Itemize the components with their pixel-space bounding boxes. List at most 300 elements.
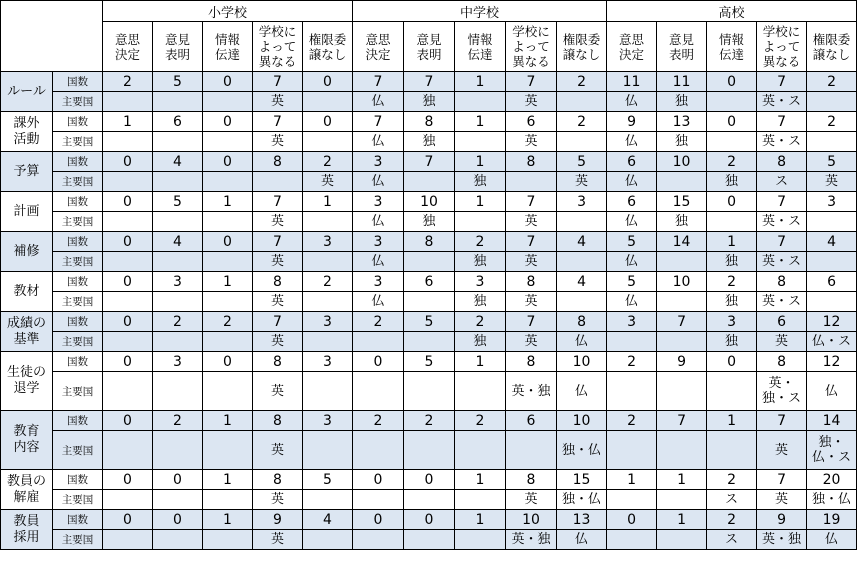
count-cell: 7 (253, 72, 303, 92)
count-cell: 14 (807, 411, 857, 431)
countries-cell: 英 (506, 212, 557, 232)
countries-cell: 英 (253, 530, 303, 550)
row-type-countries: 主要国 (53, 530, 103, 550)
countries-cell (103, 372, 153, 411)
count-row (1, 152, 857, 172)
countries-cell: 仏 (353, 132, 404, 152)
countries-row (1, 172, 857, 192)
row-type-countries: 主要国 (53, 252, 103, 272)
count-cell: 4 (153, 232, 203, 252)
count-cell: 7 (253, 312, 303, 332)
count-cell: 0 (404, 510, 455, 530)
row-type-count: 国数 (53, 72, 103, 92)
school-level-header-row (1, 1, 857, 22)
countries-cell (153, 490, 203, 510)
countries-cell (607, 431, 657, 470)
countries-cell: 英 (506, 292, 557, 312)
count-cell: 8 (757, 272, 807, 292)
count-cell: 4 (557, 272, 607, 292)
count-cell: 0 (707, 192, 757, 212)
count-cell: 5 (607, 232, 657, 252)
countries-cell (103, 431, 153, 470)
column-header-14: 権限委 譲なし (807, 22, 857, 72)
count-cell: 8 (404, 232, 455, 252)
count-cell: 3 (303, 232, 353, 252)
countries-cell: 独 (404, 212, 455, 232)
count-cell: 0 (203, 112, 253, 132)
countries-cell: 英 (253, 292, 303, 312)
count-cell: 5 (557, 152, 607, 172)
count-cell: 0 (103, 152, 153, 172)
count-cell: 3 (557, 192, 607, 212)
count-cell: 0 (353, 470, 404, 490)
count-cell: 0 (707, 352, 757, 372)
count-cell: 20 (807, 470, 857, 490)
countries-cell: 英・ス (757, 212, 807, 232)
countries-cell (807, 92, 857, 112)
countries-cell: 英・独 (506, 530, 557, 550)
countries-cell (103, 92, 153, 112)
count-cell: 1 (707, 411, 757, 431)
countries-cell: 仏 (353, 172, 404, 192)
count-cell: 2 (203, 312, 253, 332)
count-cell: 7 (506, 312, 557, 332)
count-cell: 1 (455, 72, 506, 92)
countries-cell: 独 (657, 92, 707, 112)
countries-cell (404, 252, 455, 272)
count-cell: 2 (455, 232, 506, 252)
count-cell: 4 (303, 510, 353, 530)
column-header-6: 意見 表明 (404, 22, 455, 72)
countries-cell (404, 332, 455, 352)
countries-cell: 仏 (807, 372, 857, 411)
count-row (1, 192, 857, 212)
countries-cell (353, 372, 404, 411)
countries-cell: 独・仏 (557, 431, 607, 470)
countries-cell (404, 490, 455, 510)
count-cell: 8 (253, 352, 303, 372)
countries-cell (557, 212, 607, 232)
count-cell: 1 (657, 470, 707, 490)
countries-cell (404, 172, 455, 192)
count-cell: 7 (506, 232, 557, 252)
countries-cell: 英 (506, 132, 557, 152)
countries-cell (807, 252, 857, 272)
count-cell: 7 (657, 312, 707, 332)
count-cell: 0 (103, 470, 153, 490)
countries-cell: 仏 (607, 172, 657, 192)
count-cell: 13 (557, 510, 607, 530)
corner-cell (1, 1, 103, 72)
count-cell: 1 (103, 112, 153, 132)
countries-cell: 仏 (557, 332, 607, 352)
count-cell: 0 (707, 72, 757, 92)
count-cell: 7 (506, 72, 557, 92)
count-cell: 0 (103, 411, 153, 431)
count-cell: 2 (807, 72, 857, 92)
countries-cell: 英 (253, 490, 303, 510)
countries-cell: 仏 (353, 212, 404, 232)
count-cell: 0 (103, 352, 153, 372)
column-header-12: 情報 伝達 (707, 22, 757, 72)
count-cell: 1 (455, 352, 506, 372)
count-cell: 5 (807, 152, 857, 172)
countries-cell (153, 530, 203, 550)
count-cell: 7 (757, 112, 807, 132)
count-cell: 1 (203, 192, 253, 212)
count-cell: 0 (404, 470, 455, 490)
countries-cell: 英 (253, 92, 303, 112)
row-type-count: 国数 (53, 232, 103, 252)
row-type-count: 国数 (53, 312, 103, 332)
count-cell: 3 (353, 192, 404, 212)
count-cell: 0 (203, 352, 253, 372)
countries-cell (404, 292, 455, 312)
countries-cell: 英 (253, 332, 303, 352)
countries-cell: 仏 (607, 292, 657, 312)
countries-cell (153, 292, 203, 312)
count-cell: 0 (353, 510, 404, 530)
count-cell: 7 (506, 192, 557, 212)
count-cell: 3 (303, 411, 353, 431)
count-cell: 0 (103, 510, 153, 530)
countries-cell: 英・ 独・ス (757, 372, 807, 411)
countries-cell (203, 172, 253, 192)
count-cell: 1 (203, 272, 253, 292)
count-cell: 0 (103, 232, 153, 252)
count-cell: 7 (757, 192, 807, 212)
countries-cell (303, 530, 353, 550)
countries-cell: 独 (707, 332, 757, 352)
count-cell: 2 (455, 411, 506, 431)
count-cell: 1 (203, 411, 253, 431)
countries-cell (707, 92, 757, 112)
countries-cell: 独 (404, 132, 455, 152)
column-header-5: 意思 決定 (353, 22, 404, 72)
count-cell: 8 (506, 272, 557, 292)
countries-cell (153, 92, 203, 112)
countries-cell: 仏 (557, 530, 607, 550)
countries-cell (455, 212, 506, 232)
countries-cell: 独 (657, 212, 707, 232)
countries-cell: 独・仏 (807, 490, 857, 510)
countries-cell: 英 (253, 431, 303, 470)
countries-row (1, 292, 857, 312)
countries-cell: 独 (707, 252, 757, 272)
countries-cell (203, 292, 253, 312)
countries-cell (303, 252, 353, 272)
countries-cell (153, 372, 203, 411)
category-label: 教員の 解雇 (1, 470, 53, 510)
count-cell: 7 (353, 112, 404, 132)
countries-cell (203, 431, 253, 470)
table-body (1, 72, 857, 550)
count-cell: 0 (203, 152, 253, 172)
countries-cell (353, 431, 404, 470)
countries-cell (607, 372, 657, 411)
count-cell: 0 (607, 510, 657, 530)
countries-cell: 英 (506, 490, 557, 510)
count-cell: 6 (506, 411, 557, 431)
countries-cell (303, 212, 353, 232)
countries-cell (103, 212, 153, 232)
countries-cell: 英・独 (506, 372, 557, 411)
countries-cell (807, 212, 857, 232)
count-cell: 1 (707, 232, 757, 252)
row-type-countries: 主要国 (53, 332, 103, 352)
row-type-countries: 主要国 (53, 212, 103, 232)
countries-row (1, 132, 857, 152)
countries-cell (203, 490, 253, 510)
countries-cell (153, 172, 203, 192)
count-cell: 5 (153, 72, 203, 92)
count-cell: 8 (253, 152, 303, 172)
count-cell: 1 (455, 510, 506, 530)
column-header-10: 意思 決定 (607, 22, 657, 72)
countries-cell (657, 490, 707, 510)
countries-cell: 仏 (607, 92, 657, 112)
countries-cell (303, 490, 353, 510)
count-cell: 2 (153, 411, 203, 431)
countries-cell (455, 530, 506, 550)
count-cell: 3 (353, 272, 404, 292)
count-cell: 7 (404, 72, 455, 92)
count-cell: 10 (557, 411, 607, 431)
countries-cell (557, 92, 607, 112)
countries-cell: ス (707, 530, 757, 550)
countries-cell (557, 132, 607, 152)
countries-cell: 仏 (607, 132, 657, 152)
row-type-count: 国数 (53, 510, 103, 530)
count-cell: 0 (103, 192, 153, 212)
countries-cell (807, 292, 857, 312)
count-cell: 0 (707, 112, 757, 132)
count-cell: 0 (303, 112, 353, 132)
countries-cell (657, 372, 707, 411)
count-cell: 8 (557, 312, 607, 332)
countries-cell: 独 (455, 252, 506, 272)
count-cell: 1 (303, 192, 353, 212)
countries-cell: 英 (253, 212, 303, 232)
countries-cell: 英・ス (757, 292, 807, 312)
count-cell: 4 (153, 152, 203, 172)
row-type-count: 国数 (53, 192, 103, 212)
countries-cell (203, 372, 253, 411)
countries-cell (455, 431, 506, 470)
count-cell: 0 (203, 72, 253, 92)
countries-cell: 独 (455, 172, 506, 192)
countries-cell: 独 (707, 292, 757, 312)
column-header-9: 権限委 譲なし (557, 22, 607, 72)
countries-cell: 仏 (557, 372, 607, 411)
count-row (1, 352, 857, 372)
count-cell: 9 (657, 352, 707, 372)
count-cell: 5 (153, 192, 203, 212)
row-type-count: 国数 (53, 352, 103, 372)
category-label: 教育 内容 (1, 411, 53, 470)
count-row (1, 72, 857, 92)
count-cell: 4 (557, 232, 607, 252)
category-label: 課外 活動 (1, 112, 53, 152)
countries-cell (353, 530, 404, 550)
countries-cell: 独 (657, 132, 707, 152)
row-type-count: 国数 (53, 152, 103, 172)
countries-cell (657, 332, 707, 352)
count-cell: 3 (153, 352, 203, 372)
count-cell: 8 (506, 470, 557, 490)
count-cell: 5 (607, 272, 657, 292)
countries-cell (103, 530, 153, 550)
count-cell: 3 (353, 152, 404, 172)
countries-cell: 英 (253, 372, 303, 411)
countries-cell: 独・ 仏・ス (807, 431, 857, 470)
countries-cell (303, 332, 353, 352)
category-label: 計画 (1, 192, 53, 232)
countries-cell (607, 490, 657, 510)
countries-row (1, 431, 857, 470)
count-cell: 2 (707, 470, 757, 490)
count-cell: 8 (757, 152, 807, 172)
countries-cell (455, 490, 506, 510)
count-cell: 0 (153, 470, 203, 490)
count-cell: 11 (657, 72, 707, 92)
count-cell: 8 (253, 411, 303, 431)
count-cell: 2 (353, 312, 404, 332)
category-label: ルール (1, 72, 53, 112)
countries-row (1, 332, 857, 352)
count-cell: 7 (657, 411, 707, 431)
count-row (1, 232, 857, 252)
count-cell: 3 (153, 272, 203, 292)
countries-cell: 英 (253, 252, 303, 272)
count-cell: 6 (506, 112, 557, 132)
count-cell: 15 (657, 192, 707, 212)
count-cell: 2 (303, 272, 353, 292)
countries-row (1, 372, 857, 411)
count-cell: 6 (404, 272, 455, 292)
countries-cell: 英 (557, 172, 607, 192)
countries-cell: 仏 (353, 252, 404, 272)
countries-cell (353, 332, 404, 352)
countries-cell: 英 (506, 92, 557, 112)
countries-cell (103, 292, 153, 312)
count-cell: 3 (353, 232, 404, 252)
count-cell: 2 (153, 312, 203, 332)
countries-cell: 独 (707, 172, 757, 192)
row-type-count: 国数 (53, 272, 103, 292)
countries-cell (404, 431, 455, 470)
count-cell: 14 (657, 232, 707, 252)
row-type-countries: 主要国 (53, 292, 103, 312)
count-cell: 3 (455, 272, 506, 292)
countries-cell: 仏・ス (807, 332, 857, 352)
count-cell: 8 (506, 352, 557, 372)
countries-cell (153, 252, 203, 272)
level-header-high-school: 高校 (607, 1, 857, 22)
countries-cell (455, 132, 506, 152)
countries-cell (303, 431, 353, 470)
category-label: 教材 (1, 272, 53, 312)
count-row (1, 312, 857, 332)
count-cell: 6 (757, 312, 807, 332)
column-header-4: 権限委 譲なし (303, 22, 353, 72)
countries-cell (657, 252, 707, 272)
countries-cell (303, 372, 353, 411)
count-cell: 0 (303, 72, 353, 92)
count-cell: 8 (253, 470, 303, 490)
row-type-countries: 主要国 (53, 372, 103, 411)
count-cell: 6 (153, 112, 203, 132)
countries-cell (455, 372, 506, 411)
column-header-11: 意見 表明 (657, 22, 707, 72)
countries-cell (707, 431, 757, 470)
countries-cell (203, 92, 253, 112)
countries-cell (657, 530, 707, 550)
count-cell: 15 (557, 470, 607, 490)
count-cell: 5 (404, 352, 455, 372)
count-cell: 8 (404, 112, 455, 132)
count-cell: 8 (253, 272, 303, 292)
countries-cell (153, 332, 203, 352)
count-cell: 10 (404, 192, 455, 212)
count-cell: 5 (404, 312, 455, 332)
count-cell: 3 (707, 312, 757, 332)
countries-cell (203, 212, 253, 232)
countries-cell: 独 (455, 332, 506, 352)
count-cell: 2 (707, 510, 757, 530)
count-cell: 9 (253, 510, 303, 530)
count-cell: 2 (404, 411, 455, 431)
countries-cell (103, 490, 153, 510)
countries-cell: ス (707, 490, 757, 510)
count-cell: 1 (455, 112, 506, 132)
countries-cell (103, 132, 153, 152)
countries-cell (303, 292, 353, 312)
column-header-0: 意思 決定 (103, 22, 153, 72)
countries-cell (203, 332, 253, 352)
countries-cell: 英 (757, 490, 807, 510)
countries-cell: 英・ス (757, 132, 807, 152)
countries-cell (607, 332, 657, 352)
column-header-8: 学校に よって 異なる (506, 22, 557, 72)
column-header-2: 情報 伝達 (203, 22, 253, 72)
countries-cell (657, 292, 707, 312)
countries-cell (153, 132, 203, 152)
count-cell: 12 (807, 352, 857, 372)
countries-cell: 英・ス (757, 252, 807, 272)
count-row (1, 112, 857, 132)
countries-cell (557, 252, 607, 272)
count-cell: 3 (807, 192, 857, 212)
countries-cell: 独・仏 (557, 490, 607, 510)
count-cell: 3 (303, 352, 353, 372)
count-cell: 2 (557, 112, 607, 132)
countries-cell (455, 92, 506, 112)
count-cell: 2 (455, 312, 506, 332)
count-cell: 1 (203, 470, 253, 490)
category-label: 成績の 基準 (1, 312, 53, 352)
count-cell: 11 (607, 72, 657, 92)
category-label: 生徒の 退学 (1, 352, 53, 411)
countries-cell (303, 132, 353, 152)
row-type-count: 国数 (53, 470, 103, 490)
count-cell: 4 (807, 232, 857, 252)
countries-cell (303, 92, 353, 112)
countries-cell: 独 (404, 92, 455, 112)
countries-row (1, 92, 857, 112)
count-cell: 8 (506, 152, 557, 172)
countries-cell (253, 172, 303, 192)
